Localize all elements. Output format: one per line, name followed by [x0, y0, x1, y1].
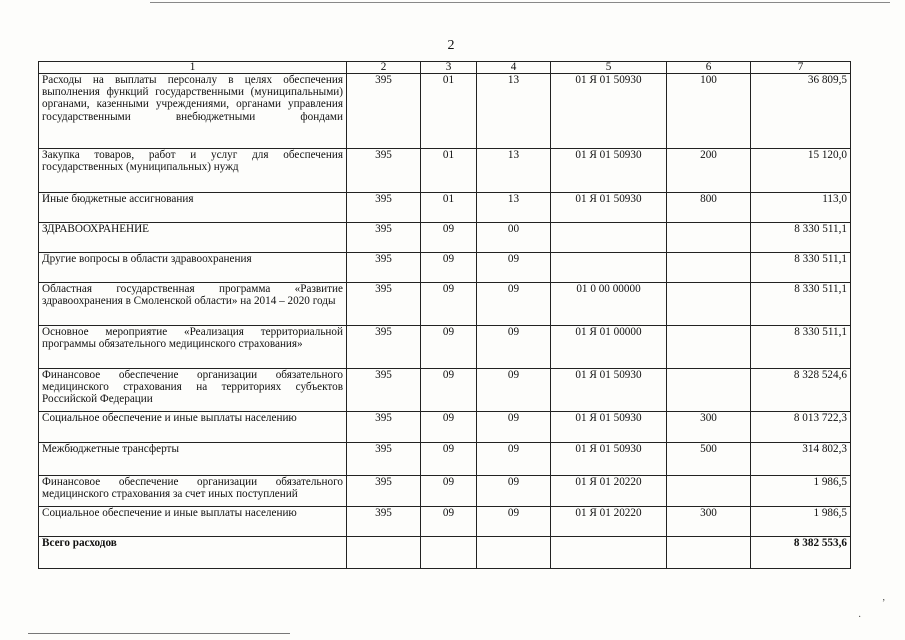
expense-type-code: 800 — [667, 193, 751, 223]
target-article-code: 01 Я 01 50930 — [551, 193, 667, 223]
empty-cell — [667, 537, 751, 569]
scan-speck: · — [858, 612, 862, 623]
column-header: 1 — [39, 62, 347, 74]
ministry-code: 395 — [347, 223, 421, 253]
ministry-code: 395 — [347, 326, 421, 369]
target-article-code: 01 Я 01 00000 — [551, 326, 667, 369]
target-article-code: 01 Я 01 50930 — [551, 443, 667, 476]
table-row — [39, 283, 851, 326]
column-header: 2 — [347, 62, 421, 74]
section-code: 09 — [421, 443, 477, 476]
section-code: 09 — [421, 326, 477, 369]
section-code: 09 — [421, 507, 477, 537]
page-number: 2 — [447, 38, 455, 53]
target-article-code: 01 Я 01 50930 — [551, 412, 667, 443]
expense-type-code — [667, 369, 751, 412]
expense-type-code — [667, 253, 751, 283]
expense-type-code — [667, 476, 751, 507]
expense-type-code: 200 — [667, 149, 751, 193]
amount: 113,0 — [751, 193, 851, 223]
subsection-code: 13 — [477, 74, 551, 149]
expense-type-code: 100 — [667, 74, 751, 149]
subsection-code: 09 — [477, 507, 551, 537]
subsection-code: 13 — [477, 193, 551, 223]
row-name: Иные бюджетные ассигнования — [39, 193, 347, 223]
row-name: Областная государственная программа «Развитие здравоохранения в Смоленской области» на 2014 – 2020 годы — [39, 283, 347, 326]
table-row — [39, 253, 851, 283]
empty-cell — [551, 537, 667, 569]
ministry-code: 395 — [347, 412, 421, 443]
amount: 8 330 511,1 — [751, 283, 851, 326]
table-row — [39, 476, 851, 507]
expense-type-code: 500 — [667, 443, 751, 476]
row-name: Расходы на выплаты персоналу в целях обеспечения выполнения функций государственными (муниципальными) органами, казенными учреждениями, органами управления государственными внебюджетными фондами — [39, 74, 347, 149]
amount: 8 328 524,6 — [751, 369, 851, 412]
table-row — [39, 223, 851, 253]
row-name: ЗДРАВООХРАНЕНИЕ — [39, 223, 347, 253]
column-header: 7 — [751, 62, 851, 74]
column-header: 3 — [421, 62, 477, 74]
row-name: Финансовое обеспечение организации обязательного медицинского страхования за счет иных поступлений — [39, 476, 347, 507]
row-name: Закупка товаров, работ и услуг для обеспечения государственных (муниципальных) нужд — [39, 149, 347, 193]
subsection-code: 09 — [477, 443, 551, 476]
amount: 8 330 511,1 — [751, 223, 851, 253]
table-row — [39, 507, 851, 537]
ministry-code: 395 — [347, 369, 421, 412]
column-number-row — [39, 62, 851, 74]
amount: 1 986,5 — [751, 507, 851, 537]
target-article-code — [551, 223, 667, 253]
table-row — [39, 326, 851, 369]
amount: 1 986,5 — [751, 476, 851, 507]
subsection-code: 09 — [477, 326, 551, 369]
table-row — [39, 74, 851, 149]
empty-cell — [421, 537, 477, 569]
target-article-code — [551, 253, 667, 283]
target-article-code: 01 Я 01 50930 — [551, 74, 667, 149]
row-name: Межбюджетные трансферты — [39, 443, 347, 476]
ministry-code: 395 — [347, 476, 421, 507]
amount: 314 802,3 — [751, 443, 851, 476]
target-article-code: 01 Я 01 50930 — [551, 149, 667, 193]
amount: 8 013 722,3 — [751, 412, 851, 443]
table-row — [39, 193, 851, 223]
empty-cell — [477, 537, 551, 569]
subsection-code: 09 — [477, 412, 551, 443]
row-name: Другие вопросы в области здравоохранения — [39, 253, 347, 283]
total-amount: 8 382 553,6 — [751, 537, 851, 569]
amount: 8 330 511,1 — [751, 326, 851, 369]
expense-type-code — [667, 283, 751, 326]
expense-type-code — [667, 326, 751, 369]
section-code: 09 — [421, 223, 477, 253]
empty-cell — [347, 537, 421, 569]
ministry-code: 395 — [347, 507, 421, 537]
budget-allocation-table — [38, 61, 851, 569]
subsection-code: 00 — [477, 223, 551, 253]
expense-type-code: 300 — [667, 412, 751, 443]
ministry-code: 395 — [347, 193, 421, 223]
target-article-code: 01 0 00 00000 — [551, 283, 667, 326]
column-header: 6 — [667, 62, 751, 74]
subsection-code: 09 — [477, 283, 551, 326]
row-name: Основное мероприятие «Реализация территориальной программы обязательного медицинского страхования» — [39, 326, 347, 369]
section-code: 01 — [421, 193, 477, 223]
section-code: 01 — [421, 149, 477, 193]
row-name: Социальное обеспечение и иные выплаты населению — [39, 412, 347, 443]
target-article-code: 01 Я 01 20220 — [551, 507, 667, 537]
column-header: 4 — [477, 62, 551, 74]
top-page-edge-line — [150, 2, 890, 3]
amount: 15 120,0 — [751, 149, 851, 193]
section-code: 09 — [421, 412, 477, 443]
ministry-code: 395 — [347, 443, 421, 476]
subsection-code: 09 — [477, 476, 551, 507]
amount: 36 809,5 — [751, 74, 851, 149]
subsection-code: 09 — [477, 369, 551, 412]
target-article-code: 01 Я 01 20220 — [551, 476, 667, 507]
amount: 8 330 511,1 — [751, 253, 851, 283]
column-header: 5 — [551, 62, 667, 74]
table-row — [39, 149, 851, 193]
section-code: 09 — [421, 253, 477, 283]
row-name: Финансовое обеспечение организации обязательного медицинского страхования на территориях субъектов Российской Федерации — [39, 369, 347, 412]
target-article-code: 01 Я 01 50930 — [551, 369, 667, 412]
ministry-code: 395 — [347, 253, 421, 283]
table-row — [39, 412, 851, 443]
subsection-code: 13 — [477, 149, 551, 193]
total-row — [39, 537, 851, 569]
scan-speck: ʼ — [882, 598, 886, 609]
table-row — [39, 369, 851, 412]
table-row — [39, 443, 851, 476]
bottom-page-edge-line — [28, 633, 290, 634]
section-code: 09 — [421, 476, 477, 507]
total-label: Всего расходов — [39, 537, 347, 569]
section-code: 01 — [421, 74, 477, 149]
ministry-code: 395 — [347, 283, 421, 326]
section-code: 09 — [421, 283, 477, 326]
row-name: Социальное обеспечение и иные выплаты населению — [39, 507, 347, 537]
section-code: 09 — [421, 369, 477, 412]
subsection-code: 09 — [477, 253, 551, 283]
ministry-code: 395 — [347, 149, 421, 193]
expense-type-code — [667, 223, 751, 253]
ministry-code: 395 — [347, 74, 421, 149]
expense-type-code: 300 — [667, 507, 751, 537]
